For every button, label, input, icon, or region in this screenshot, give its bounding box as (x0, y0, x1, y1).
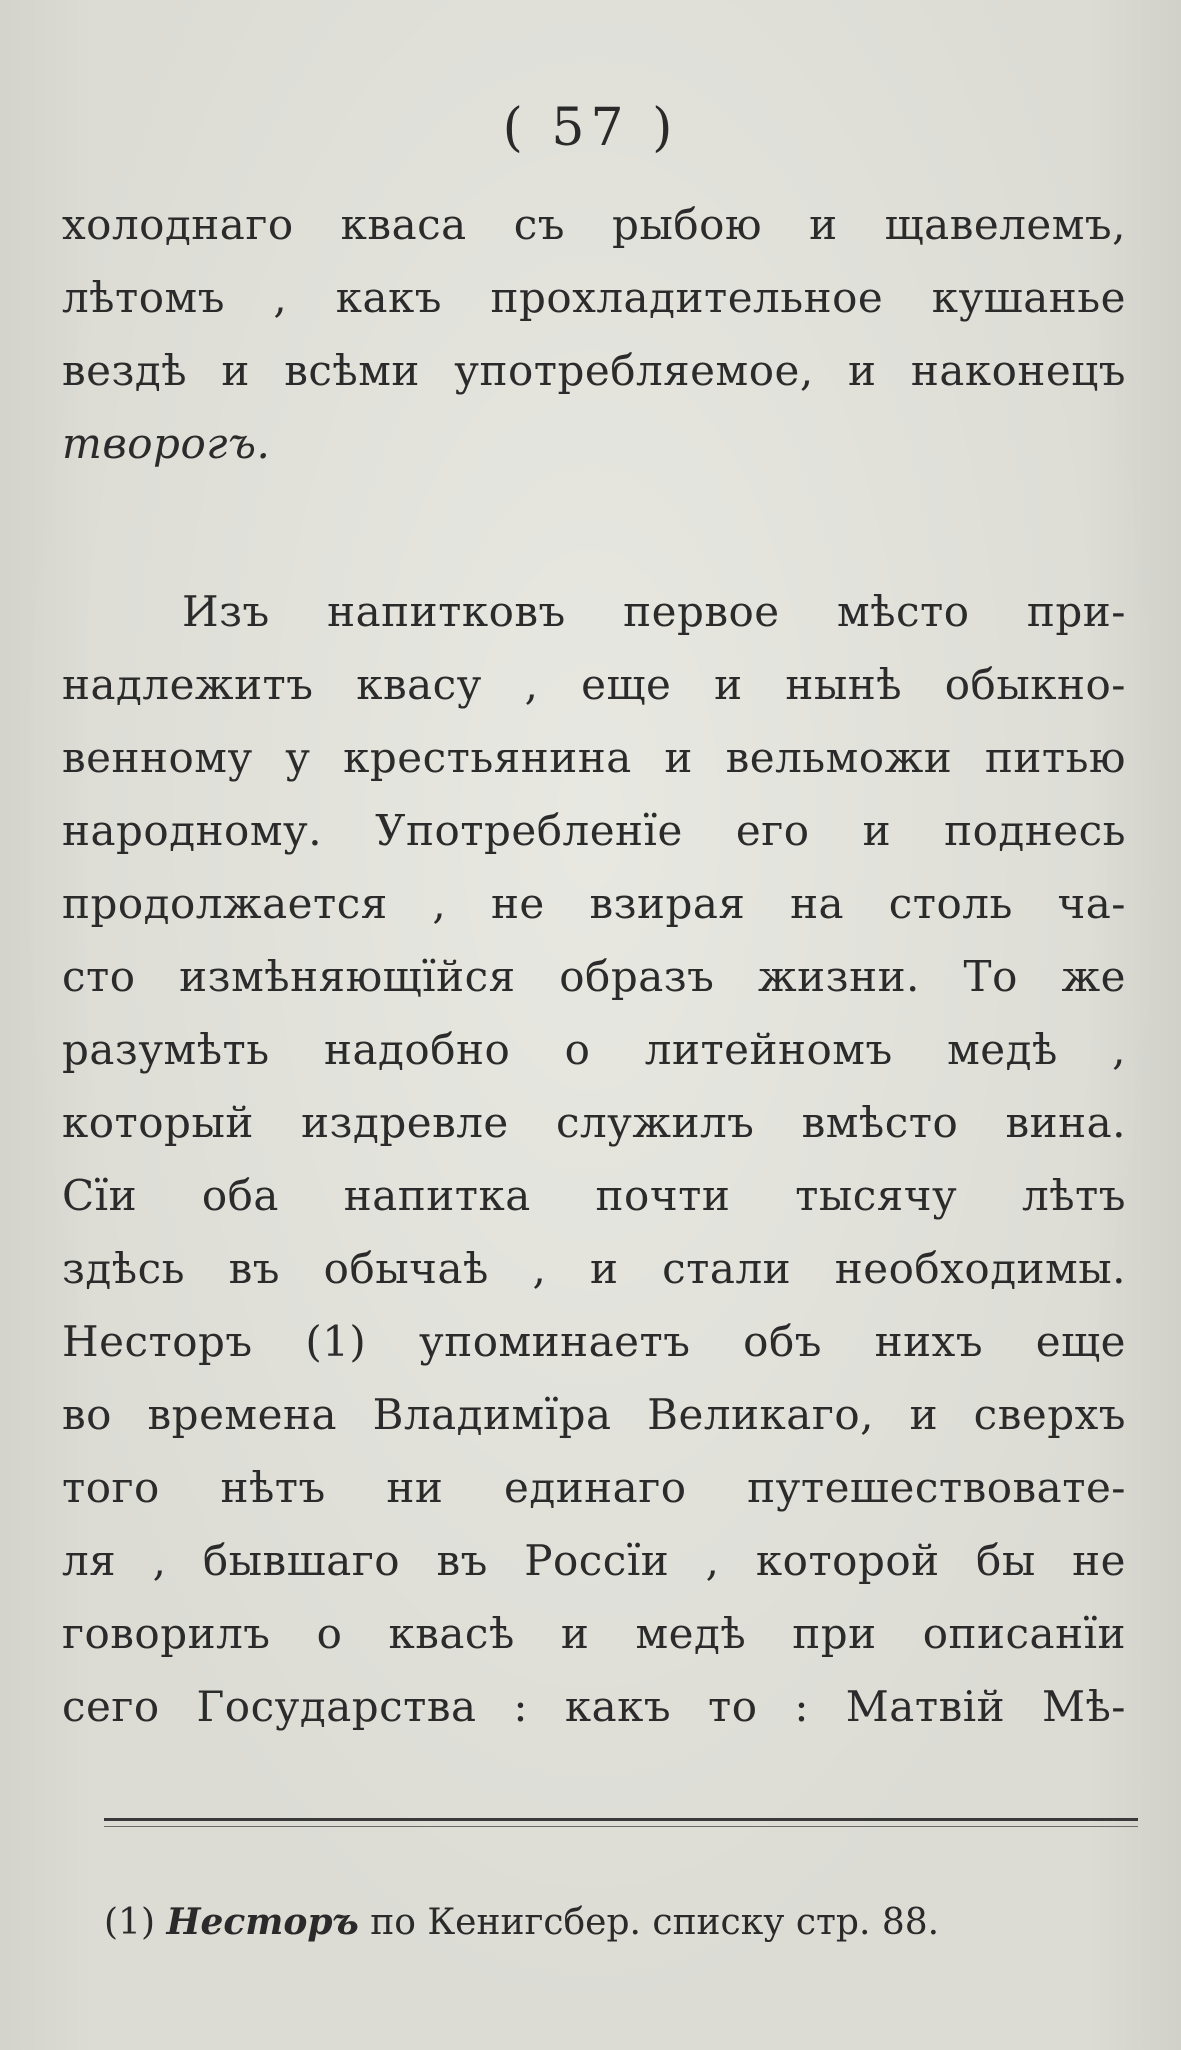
text-line: Несторъ (1) упоминаетъ объ нихъ еще (62, 1317, 1126, 1366)
text-line: Изъ напитковъ первое мѣсто при- (182, 587, 1126, 636)
text-line: сто измѣняющїйся образъ жизни. То же (62, 952, 1126, 1001)
paragraph-continuation (62, 188, 1126, 480)
italic-word: творогъ. (62, 419, 271, 468)
text-line: Сїи оба напитка почти тысячу лѣтъ (62, 1171, 1126, 1220)
text-line: здѣсь въ обычаѣ , и стали необходимы. (62, 1244, 1126, 1293)
footnote-author: Несторъ (166, 1901, 359, 1943)
text-line: вездѣ и всѣми употребляемое, и наконецъ (62, 346, 1126, 395)
text-line: который издревле служилъ вмѣсто вина. (62, 1098, 1126, 1147)
footnote-text: по Кенигсбер. списку стр. 88. (370, 1902, 940, 1943)
page-number: ( 57 ) (502, 98, 679, 158)
text-line: холоднаго кваса съ рыбою и щавелемъ, (62, 200, 1126, 249)
text-line: надлежитъ квасу , еще и нынѣ обыкно- (62, 660, 1126, 709)
footnote-marker: (1) (104, 1902, 155, 1943)
text-line: народному. Употребленїе его и поднесь (62, 806, 1126, 855)
text-line: ля , бывшаго въ Россїи , которой бы не (62, 1536, 1126, 1585)
text-line: продолжается , не взирая на столь ча- (62, 879, 1126, 928)
footnote-separator-thin (104, 1826, 1138, 1827)
text-line: во времена Владимїра Великаго, и сверхъ (62, 1390, 1126, 1439)
text-line: разумѣть надобно о литейномъ медѣ , (62, 1025, 1126, 1074)
text-line: венному у крестьянина и вельможи питью (62, 733, 1126, 782)
text-line: сего Государства : какъ то : Матвій Мѣ- (62, 1682, 1126, 1731)
text-line (62, 407, 1126, 480)
footnote-separator (104, 1818, 1138, 1821)
paragraph-drinks (62, 575, 1126, 1743)
text-line: лѣтомъ , какъ прохладительное кушанье (62, 273, 1126, 322)
text-line: говорилъ о квасѣ и медѣ при описанїи (62, 1609, 1126, 1658)
footnote (104, 1898, 939, 1947)
text-line: того нѣтъ ни единаго путешествовате- (62, 1463, 1126, 1512)
